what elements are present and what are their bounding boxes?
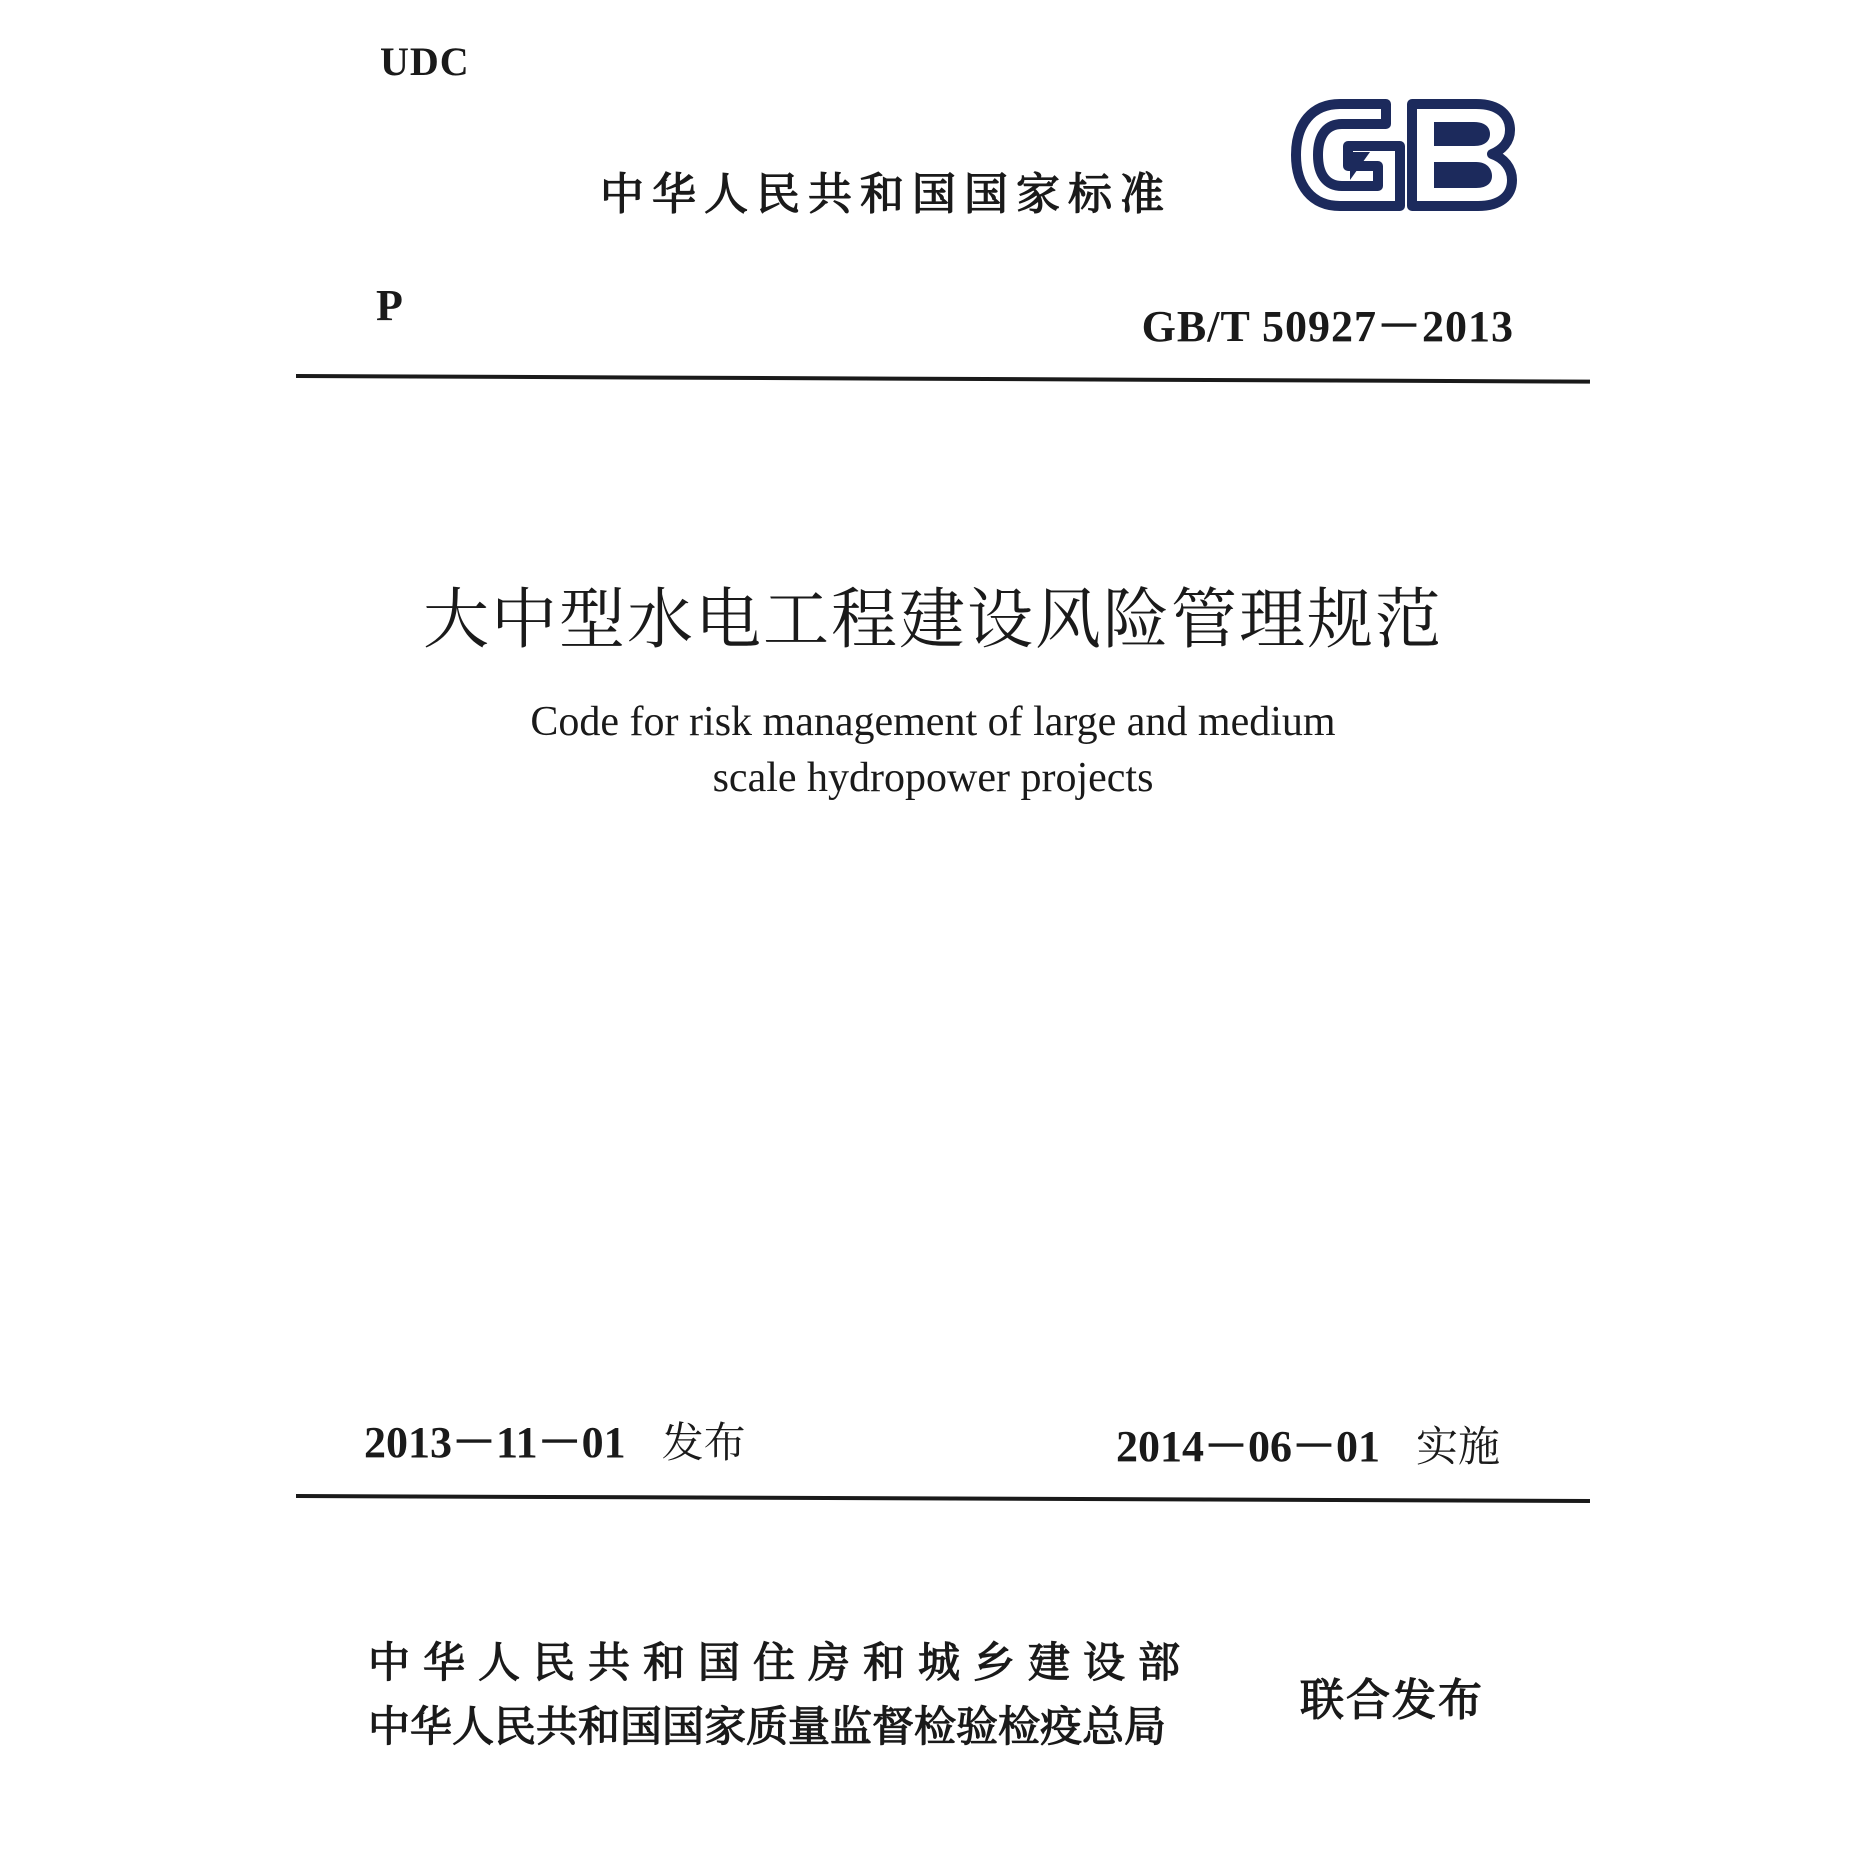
gb-logo-text: GB (1404, 160, 1406, 161)
title-english (0, 694, 1866, 806)
national-standard-heading: 中华人民共和国国家标准 (600, 169, 1172, 220)
gb-logo-g-shape (1296, 104, 1400, 206)
gb-logo-b-shape (1412, 104, 1512, 206)
standard-number: GB/T 50927－2013 (1141, 302, 1514, 351)
title-chinese: 大中型水电工程建设风险管理规范 (423, 581, 1443, 658)
title-english-line1: Code for risk management of large and medium (530, 699, 1336, 745)
implementation-label: 实施 (1415, 1422, 1500, 1471)
publisher-line1: 中华人民共和国住房和城乡建设部 (368, 1638, 1194, 1687)
classification-code: P (376, 281, 403, 330)
top-divider (296, 374, 1590, 384)
implementation-date-block (1116, 1410, 1500, 1474)
bottom-divider (296, 1494, 1590, 1503)
implementation-date: 2014－06－01 (1115, 1422, 1380, 1471)
udc-label: UDC (380, 39, 470, 84)
publisher-line2: 中华人民共和国国家质量监督检验检疫总局 (368, 1702, 1167, 1751)
gb-logo (1290, 96, 1518, 214)
issue-date-block (364, 1406, 746, 1470)
issue-label: 发布 (661, 1418, 746, 1467)
issue-date: 2013－11－01 (364, 1418, 626, 1467)
joint-publication-label: 联合发布 (1300, 1675, 1484, 1726)
title-english-line2: scale hydropower projects (712, 755, 1154, 801)
